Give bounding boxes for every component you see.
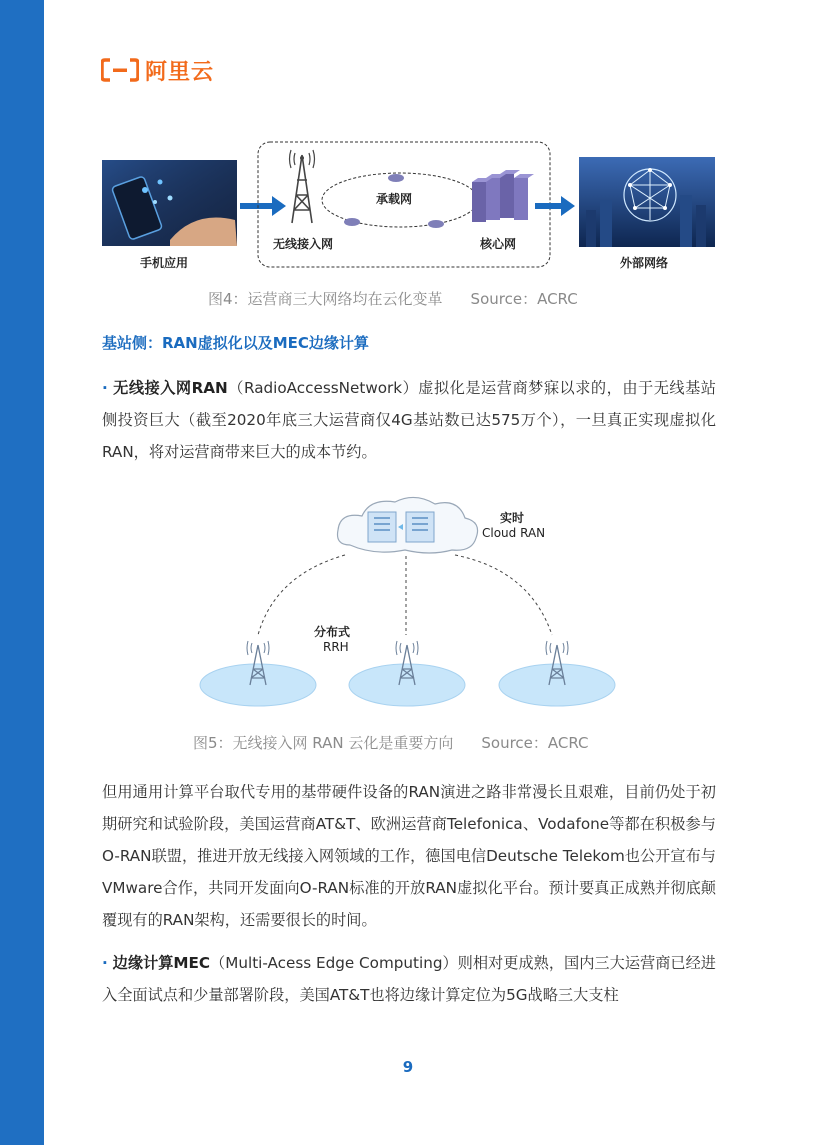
paragraph-mec-text: （Multi-Acess Edge Computing）则相对更成熟，国内三大运营商已经进入全面试点和少量部署阶段，美国AT&T也将边缘计算定位为5G战略三大支柱 [102, 954, 716, 1004]
link-left [258, 555, 345, 635]
term-mec: 边缘计算MEC [112, 954, 211, 972]
logo-text: 阿里云 [145, 59, 215, 85]
figure-4-source: Source：ACRC [470, 290, 578, 308]
figure-4-caption-text: 图4：运营商三大网络均在云化变革 [208, 290, 443, 308]
cloud-icon [338, 497, 478, 553]
bullet-dot: · [102, 954, 108, 972]
label-rrh: RRH [323, 640, 349, 654]
label-mobile-app: 手机应用 [140, 256, 189, 270]
paragraph-oran [102, 776, 716, 936]
label-distributed: 分布式 [314, 625, 351, 639]
rrh-site-left [200, 641, 316, 706]
paragraph-ran-text: （RadioAccessNetwork）虚拟化是运营商梦寐以求的，由于无线基站侧投资巨大（截至2020年底三大运营商仅4G基站数已达575万个），一旦真正实现虚拟化RAN，将对运营商带来巨大的成本节约。 [102, 379, 716, 461]
mobile-app-photo [102, 160, 237, 246]
aliyun-logo-icon [101, 58, 139, 82]
paragraph-mec [102, 947, 716, 1011]
figure-5-caption [193, 732, 589, 753]
aliyun-logo [101, 54, 214, 86]
figure-5-cloud-ran-diagram [190, 490, 630, 715]
external-network-photo [579, 157, 715, 247]
core-server-icon [472, 170, 534, 222]
label-cloud-ran: Cloud RAN [482, 526, 546, 540]
label-ran: 无线接入网 [273, 237, 334, 251]
figure-5-caption-text: 图5：无线接入网 RAN 云化是重要方向 [193, 734, 454, 752]
rrh-site-center [349, 641, 465, 706]
cell-tower-icon [290, 150, 315, 223]
arrow-right-icon [535, 196, 575, 216]
figure-4-caption [208, 288, 578, 309]
paragraph-oran-text: 但用通用计算平台取代专用的基带硬件设备的RAN演进之路非常漫长且艰难，目前仍处于初期研究和试验阶段，美国运营商AT&T、欧洲运营商Telefonica、Vodafone等都在积极参与O-RAN联盟，推进开放无线接入网领域的工作，德国电信Deutsche Telekom也公开宣布与VMware合作，共同开发面向O-RAN标准的开放RAN虚拟化平台。预计要真正成熟并彻底颠覆现有的RAN架构，还需要很长的时间。 [102, 783, 716, 929]
label-realtime: 实时 [500, 511, 525, 525]
figure-5-source: Source：ACRC [481, 734, 589, 752]
side-color-bar [0, 0, 44, 1145]
arrow-right-icon [240, 196, 286, 216]
bullet-dot: · [102, 379, 108, 397]
page-number: 9 [402, 1058, 414, 1076]
link-right [455, 555, 552, 635]
label-core: 核心网 [480, 237, 517, 251]
paragraph-ran [102, 372, 716, 468]
figure-4-network-diagram [100, 140, 720, 275]
label-external: 外部网络 [620, 256, 669, 270]
section-heading: 基站侧：RAN虚拟化以及MEC边缘计算 [102, 334, 369, 352]
label-transport: 承载网 [376, 192, 413, 206]
rrh-site-right [499, 641, 615, 706]
term-ran: 无线接入网RAN [113, 379, 228, 397]
